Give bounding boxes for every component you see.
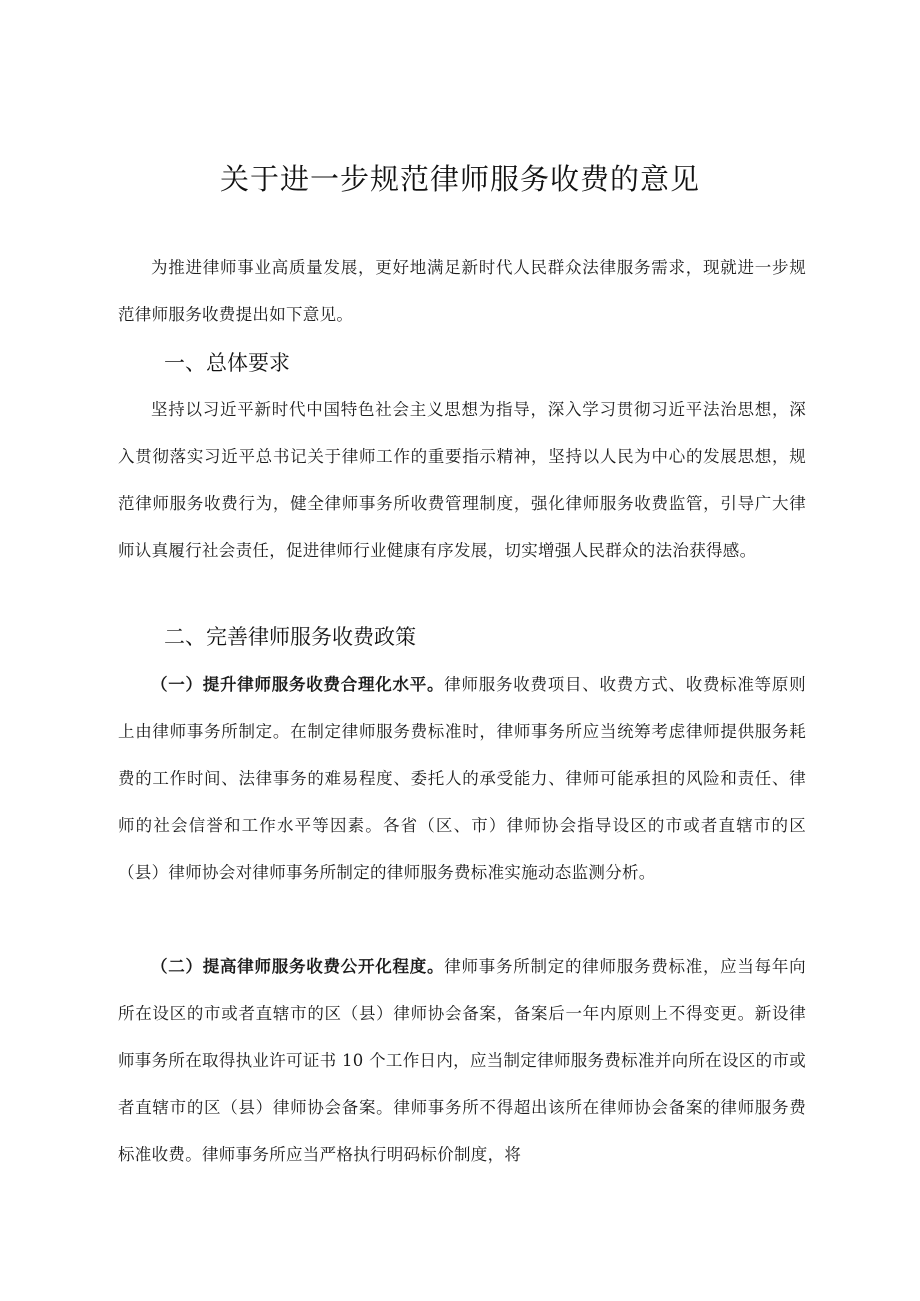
item2-body: 律师事务所制定的律师服务费标准，应当每年向所在设区的市或者直辖市的区（县）律师协会备案，备案后一年内原则上不得变更。新设律师事务所在取得执业许可证书 10 个工作日内，应当制定律师服务费标准并向所在设区的市或者直辖市的区（县）律师协会备案。律师事务所不得超出该所在律师协会备案的律师服务费标准收费。律师事务所应当严格执行明码标价制度，将 [118, 957, 806, 1164]
item1-lead: （一）提升律师服务收费合理化水平。 [151, 675, 445, 694]
item2-paragraph [118, 943, 806, 1178]
section-heading-fee-policy: 二、完善律师服务收费政策 [164, 625, 416, 649]
item2-lead: （二）提高律师服务收费公开化程度。 [151, 957, 445, 976]
item1-body: 律师服务收费项目、收费方式、收费标准等原则上由律师事务所制定。在制定律师服务费标准时，律师事务所应当统筹考虑律师提供服务耗费的工作时间、法律事务的难易程度、委托人的承受能力、律师可能承担的风险和责任、律师的社会信誉和工作水平等因素。各省（区、市）律师协会指导设区的市或者直辖市的区（县）律师协会对律师事务所制定的律师服务费标准实施动态监测分析。 [118, 675, 806, 882]
intro-paragraph: 为推进律师事业高质量发展，更好地满足新时代人民群众法律服务需求，现就进一步规范律师服务收费提出如下意见。 [118, 258, 806, 324]
section-heading-general-requirements: 一、总体要求 [164, 351, 290, 375]
document-title: 关于进一步规范律师服务收费的意见 [219, 162, 700, 196]
section1-paragraph: 坚持以习近平新时代中国特色社会主义思想为指导，深入学习贯彻习近平法治思想，深入贯彻落实习近平总书记关于律师工作的重要指示精神，坚持以人民为中心的发展思想，规范律师服务收费行为，健全律师事务所收费管理制度，强化律师服务收费监管，引导广大律师认真履行社会责任，促进律师行业健康有序发展，切实增强人民群众的法治获得感。 [118, 400, 806, 560]
item1-paragraph [118, 661, 806, 896]
